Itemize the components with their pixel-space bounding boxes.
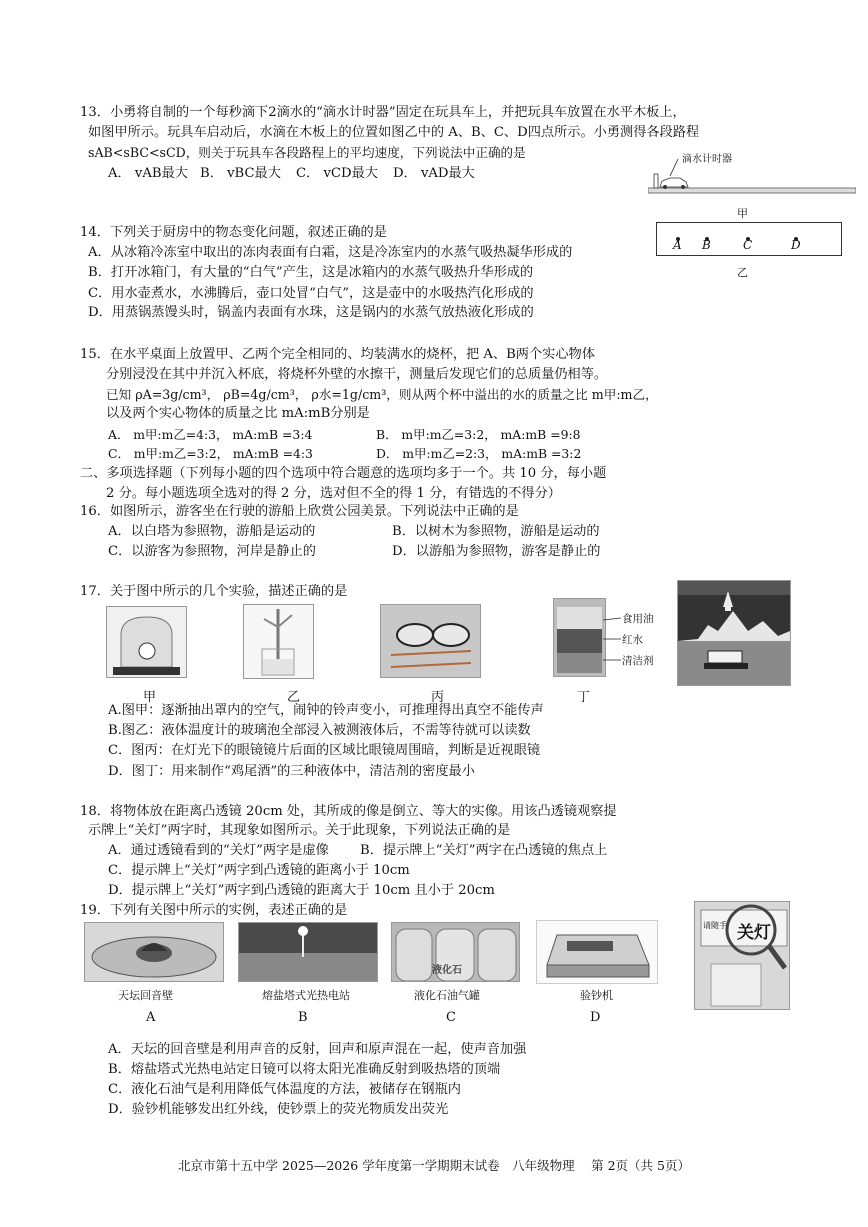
drip-timer-label: 滴水计时器 (682, 154, 732, 165)
q17-caption-jia: 甲 (143, 690, 157, 705)
echo-wall-illustration (85, 923, 223, 981)
point-d-label: D (791, 238, 801, 252)
q15-option-a[interactable]: A． m甲:m乙=4:3， mA:mB =3:4 (108, 427, 313, 442)
q15-line3: 已知 ρA=3g/cm³， ρB=4g/cm³， ρ水=1g/cm³，则从两个杯中溢出的水的质量之比 m甲:m乙， (106, 387, 658, 402)
q19-caption-b: 熔盐塔式光热电站 (262, 989, 350, 1002)
q13-option-a[interactable]: A． vAB最大 (108, 166, 188, 181)
q18-option-a[interactable]: A．通过透镜看到的“关灯”两字是虚像 (108, 843, 329, 858)
q19-option-c[interactable]: C．液化石油气是利用降低气体温度的方法，被储存在钢瓶内 (108, 1082, 461, 1097)
q17-option-d[interactable]: D．图丁：用来制作“鸡尾酒”的三种液体中，清洁剂的密度最小 (108, 764, 475, 779)
q16-option-d[interactable]: D．以游船为参照物，游客是静止的 (392, 544, 601, 559)
q13-figure-jia (648, 150, 856, 200)
sign-small-text: 请随手 (703, 921, 727, 930)
q19-option-b[interactable]: B．熔盐塔式光热电站定日镜可以将太阳光准确反射到吸热塔的顶端 (108, 1062, 501, 1077)
q13-fig-jia-caption: 甲 (737, 207, 748, 220)
q18-option-d[interactable]: D．提示牌上“关灯”两字到凸透镜的距离大于 10cm 且小于 20cm (108, 883, 495, 898)
money-detector-illustration (537, 921, 657, 983)
q19-caption-a: 天坛回音壁 (118, 989, 173, 1002)
bell-jar-illustration (107, 607, 186, 677)
q16-option-b[interactable]: B．以树木为参照物，游船是运动的 (392, 524, 600, 539)
q15-option-b[interactable]: B． m甲:m乙=3:2， mA:mB =9:8 (376, 427, 581, 442)
q15-option-c[interactable]: C． m甲:m乙=3:2， mA:mB =4:3 (108, 446, 313, 461)
q13-line3: sAB<sBC<sCD，则关于玩具车各段路程上的平均速度，下列说法中正确的是 (88, 145, 526, 160)
solar-plant-illustration (239, 923, 377, 981)
q13-figure-yi (656, 222, 842, 256)
liquid-red-water-label: 红水 (622, 634, 643, 646)
q17-option-a[interactable]: A.图甲：逐渐抽出罩内的空气，闹钟的铃声变小，可推理得出真空不能传声 (108, 703, 544, 718)
beaker-label-leaders (603, 612, 623, 666)
q16-option-a[interactable]: A．以白塔为参照物，游船是运动的 (108, 524, 316, 539)
q14-option-d[interactable]: D．用蒸锅蒸馒头时，锅盖内表面有水珠，这是锅内的水蒸气放热液化形成的 (88, 305, 534, 320)
q15-line1: 15．在水平桌面上放置甲、乙两个完全相同的、均装满水的烧杯，把 A、B两个实心物体 (80, 347, 595, 362)
toy-car-board-diagram (648, 150, 856, 200)
echo-wall-photo (84, 922, 224, 982)
boat-park-photo (677, 580, 791, 686)
q15-line2: 分别浸没在其中并沉入杯底，将烧杯外壁的水擦干，测量后发现它们的总质量仍相等。 (106, 367, 608, 382)
point-c-label: C (743, 238, 753, 252)
bell-jar-photo (106, 606, 187, 678)
q18-option-b[interactable]: B．提示牌上“关灯”两字在凸透镜的焦点上 (360, 843, 608, 858)
section2-header-line2: 2 分。每小题选项全选对的得 2 分，选对但不全的得 1 分，有错选的不得分） (106, 486, 561, 501)
q13-option-c[interactable]: C． vCD最大 (296, 166, 378, 181)
tank-text: 液化石 (432, 965, 462, 976)
solar-plant-photo (238, 922, 378, 982)
page-footer: 北京市第十五中学 2025—2026 学年度第一学期期末试卷 八年级物理 第 2页（共 5页） (178, 1158, 690, 1173)
q14-option-c[interactable]: C．用水壶煮水，水沸腾后，壶口处冒“白气”，这是壶中的水吸热汽化形成的 (88, 286, 534, 301)
lpg-tank-photo (391, 922, 520, 982)
q19-stem: 19．下列有关图中所示的实例，表述正确的是 (80, 903, 348, 918)
q15-option-d[interactable]: D． m甲:m乙=2:3， mA:mB =3:2 (376, 446, 582, 461)
q19-letter-b: B (298, 1010, 308, 1025)
q17-caption-ding: 丁 (577, 690, 591, 705)
thermometer-illustration (244, 605, 313, 678)
glasses-photo (380, 604, 481, 678)
cocktail-beaker-illustration (554, 599, 605, 676)
q16-option-c[interactable]: C．以游客为参照物，河岸是静止的 (108, 544, 316, 559)
q19-caption-c: 液化石油气罐 (414, 989, 480, 1002)
q17-option-c[interactable]: C．图丙：在灯光下的眼镜镜片后面的区域比眼镜周围暗，判断是近视眼镜 (108, 743, 541, 758)
cocktail-beaker-photo (553, 598, 606, 677)
q13-fig-yi-caption: 乙 (737, 266, 748, 279)
q14-option-b[interactable]: B．打开冰箱门，有大量的“白气”产生，这是冰箱内的水蒸气吸热升华形成的 (88, 265, 534, 280)
q17-caption-yi: 乙 (287, 690, 301, 705)
q13-line2: 如图甲所示。玩具车启动后，水滴在木板上的位置如图乙中的 A、B、C、D四点所示。小勇测得各段路程 (88, 125, 700, 140)
q17-caption-bing: 丙 (431, 690, 445, 705)
q17-stem: 17．关于图中所示的几个实验，描述正确的是 (80, 584, 348, 599)
money-detector-photo (536, 920, 658, 984)
q18-line2: 示牌上“关灯”两字时，其现象如图所示。关于此现象，下列说法正确的是 (88, 823, 511, 838)
q16-stem: 16．如图所示，游客坐在行驶的游船上欣赏公园美景。下列说法中正确的是 (80, 504, 519, 519)
q14-option-a[interactable]: A．从冰箱冷冻室中取出的冻肉表面有白霜，这是冷冻室内的水蒸气吸热凝华形成的 (88, 245, 573, 260)
liquid-oil-label: 食用油 (622, 613, 654, 625)
sign-main-text: 关灯 (737, 923, 771, 943)
q13-option-d[interactable]: D． vAD最大 (393, 166, 475, 181)
q19-option-d[interactable]: D．验钞机能够发出红外线，使钞票上的荧光物质发出荧光 (108, 1102, 449, 1117)
q15-line4: 以及两个实心物体的质量之比 mA:mB分别是 (106, 406, 370, 421)
point-a-label: A (673, 238, 682, 252)
q18-option-c[interactable]: C．提示牌上“关灯”两字到凸透镜的距离小于 10cm (108, 863, 410, 878)
boat-park-illustration (678, 581, 790, 685)
section2-header-line1: 二、多项选择题（下列每小题的四个选项中符合题意的选项均多于一个。共 10 分，每小题 (80, 466, 607, 481)
q19-option-a[interactable]: A．天坛的回音壁是利用声音的反射，回声和原声混在一起，使声音加强 (108, 1042, 527, 1057)
lens-sign-photo (694, 901, 790, 1010)
q19-caption-d: 验钞机 (580, 989, 613, 1002)
q13-line1: 13．小勇将自制的一个每秒滴下2滴水的“滴水计时器”固定在玩具车上，并把玩具车放置在水平木板上， (80, 105, 686, 120)
thermometer-photo (243, 604, 314, 679)
point-b-label: B (702, 238, 711, 252)
q19-letter-d: D (590, 1010, 601, 1025)
glasses-illustration (381, 605, 480, 677)
q18-line1: 18．将物体放在距离凸透镜 20cm 处，其所成的像是倒立、等大的实像。用该凸透镜观察提 (80, 804, 617, 819)
q14-stem: 14．下列关于厨房中的物态变化问题，叙述正确的是 (80, 225, 387, 240)
q19-letter-a: A (146, 1010, 156, 1025)
q17-option-b[interactable]: B.图乙：液体温度计的玻璃泡全部浸入被测液体后，不需等待就可以读数 (108, 723, 531, 738)
liquid-detergent-label: 清洁剂 (622, 655, 654, 667)
q19-letter-c: C (446, 1010, 456, 1025)
q13-option-b[interactable]: B． vBC最大 (200, 166, 281, 181)
